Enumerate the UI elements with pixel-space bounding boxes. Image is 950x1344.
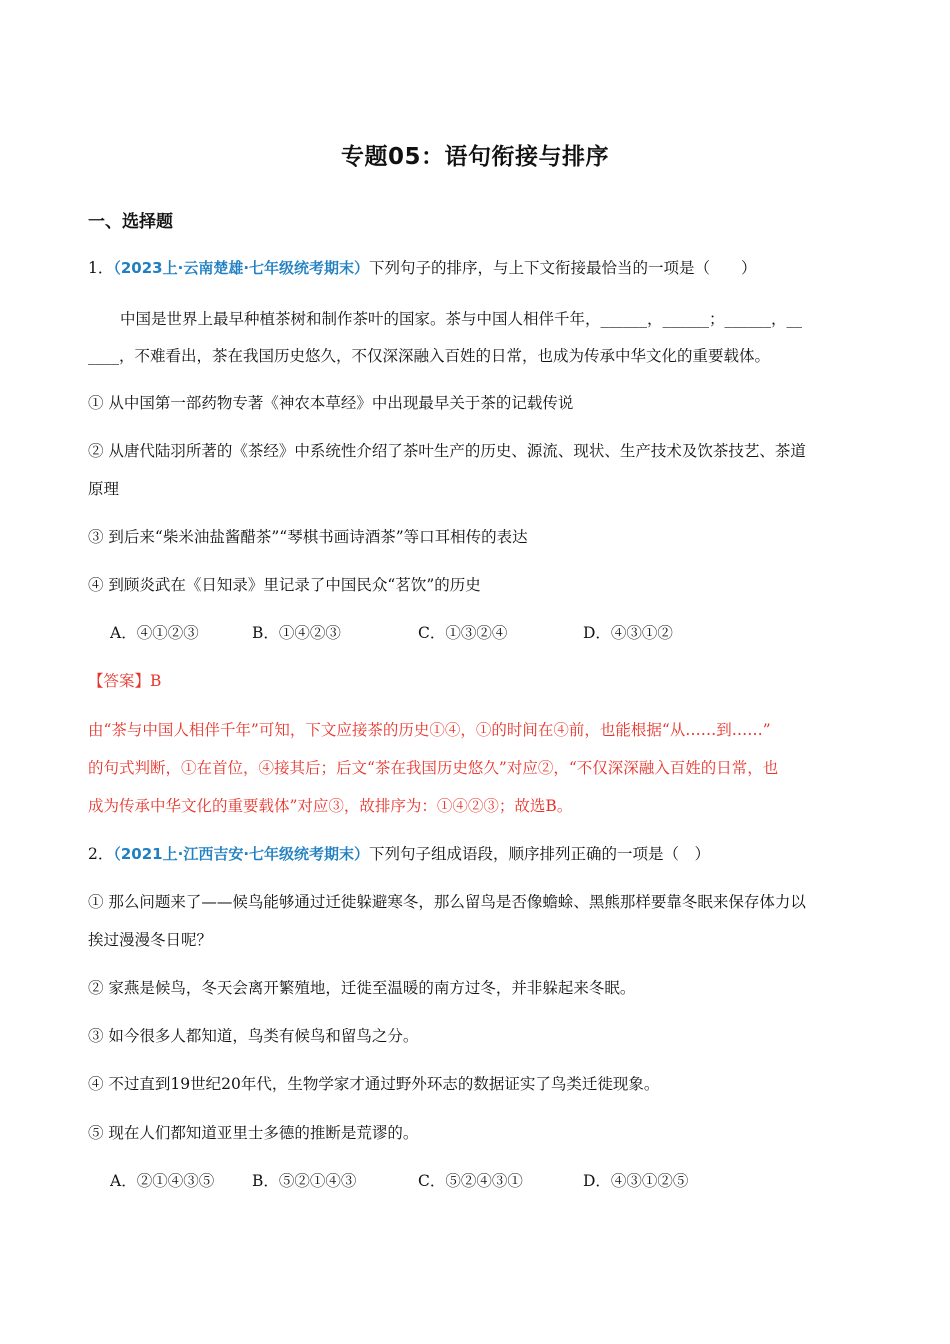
question-source: （2023上·云南楚雄·七年级统考期末） <box>113 259 370 277</box>
sentence-item-continued: 挨过漫漫冬日呢？ <box>88 931 213 949</box>
sentence-item: ③ 如今很多人都知道，鸟类有候鸟和留鸟之分。 <box>88 1027 419 1045</box>
sentence-item: ③ 到后来“柴米油盐酱醋茶”“琴棋书画诗酒茶”等口耳相传的表达 <box>88 528 528 546</box>
option-b: B．⑤②①④③ <box>252 1172 357 1190</box>
sentence-item: ④ 到顾炎武在《日知录》里记录了中国民众“茗饮”的历史 <box>88 576 481 594</box>
page-title: 专题05：语句衔接与排序 <box>340 144 609 170</box>
option-a: A．④①②③ <box>110 624 199 642</box>
sentence-item: ⑤ 现在人们都知道亚里士多德的推断是荒谬的。 <box>88 1124 419 1142</box>
option-c: C．⑤②④③① <box>418 1172 523 1190</box>
question-number: 2． <box>88 845 114 863</box>
option-c: C．①③②④ <box>418 624 508 642</box>
sentence-item: ④ 不过直到19世纪20年代，生物学家才通过野外环志的数据证实了鸟类迁徙现象。 <box>88 1075 660 1093</box>
option-b: B．①④②③ <box>252 624 341 642</box>
passage-line: 中国是世界上最早种植茶树和制作茶叶的国家。茶与中国人相伴千年，______，______；______，__ <box>120 310 803 328</box>
sentence-item: ① 那么问题来了——候鸟能够通过迁徙躲避寒冬，那么留鸟是否像蟾蜍、黑熊那样要靠冬眠来保存体力以 <box>88 893 806 911</box>
question-1-header <box>88 257 868 279</box>
section-heading: 一、选择题 <box>88 212 173 232</box>
explanation-line: 由“茶与中国人相伴千年”可知，下文应接茶的历史①④，①的时间在④前，也能根据“从……到……” <box>88 721 771 739</box>
question-stem: 下列句子组成语段，顺序排列正确的一项是（ ） <box>369 845 711 863</box>
explanation-line: 成为传承中华文化的重要载体”对应③，故排序为：①④②③；故选B。 <box>88 797 573 815</box>
sentence-item-continued: 原理 <box>88 480 120 498</box>
answer-label: 【答案】B <box>88 672 162 690</box>
sentence-item: ② 家燕是候鸟，冬天会离开繁殖地，迁徙至温暖的南方过冬，并非躲起来冬眠。 <box>88 979 636 997</box>
question-number: 1． <box>88 259 114 277</box>
sentence-item: ① 从中国第一部药物专著《神农本草经》中出现最早关于茶的记载传说 <box>88 394 574 412</box>
option-d: D．④③①②⑤ <box>583 1172 689 1190</box>
sentence-item: ② 从唐代陆羽所著的《茶经》中系统性介绍了茶叶生产的历史、源流、现状、生产技术及饮茶技艺、茶道 <box>88 442 806 460</box>
question-2-header <box>88 843 868 865</box>
explanation-line: 的句式判断，①在首位，④接其后；后文“茶在我国历史悠久”对应②，“不仅深深融入百姓的日常，也 <box>88 759 779 777</box>
question-stem: 下列句子的排序，与上下文衔接最恰当的一项是（ ） <box>369 259 757 277</box>
option-d: D．④③①② <box>583 624 673 642</box>
option-a: A．②①④③⑤ <box>110 1172 215 1190</box>
passage-line: ____，不难看出，茶在我国历史悠久，不仅深深融入百姓的日常，也成为传承中华文化的重要载体。 <box>88 347 771 365</box>
question-source: （2021上·江西吉安·七年级统考期末） <box>113 845 370 863</box>
